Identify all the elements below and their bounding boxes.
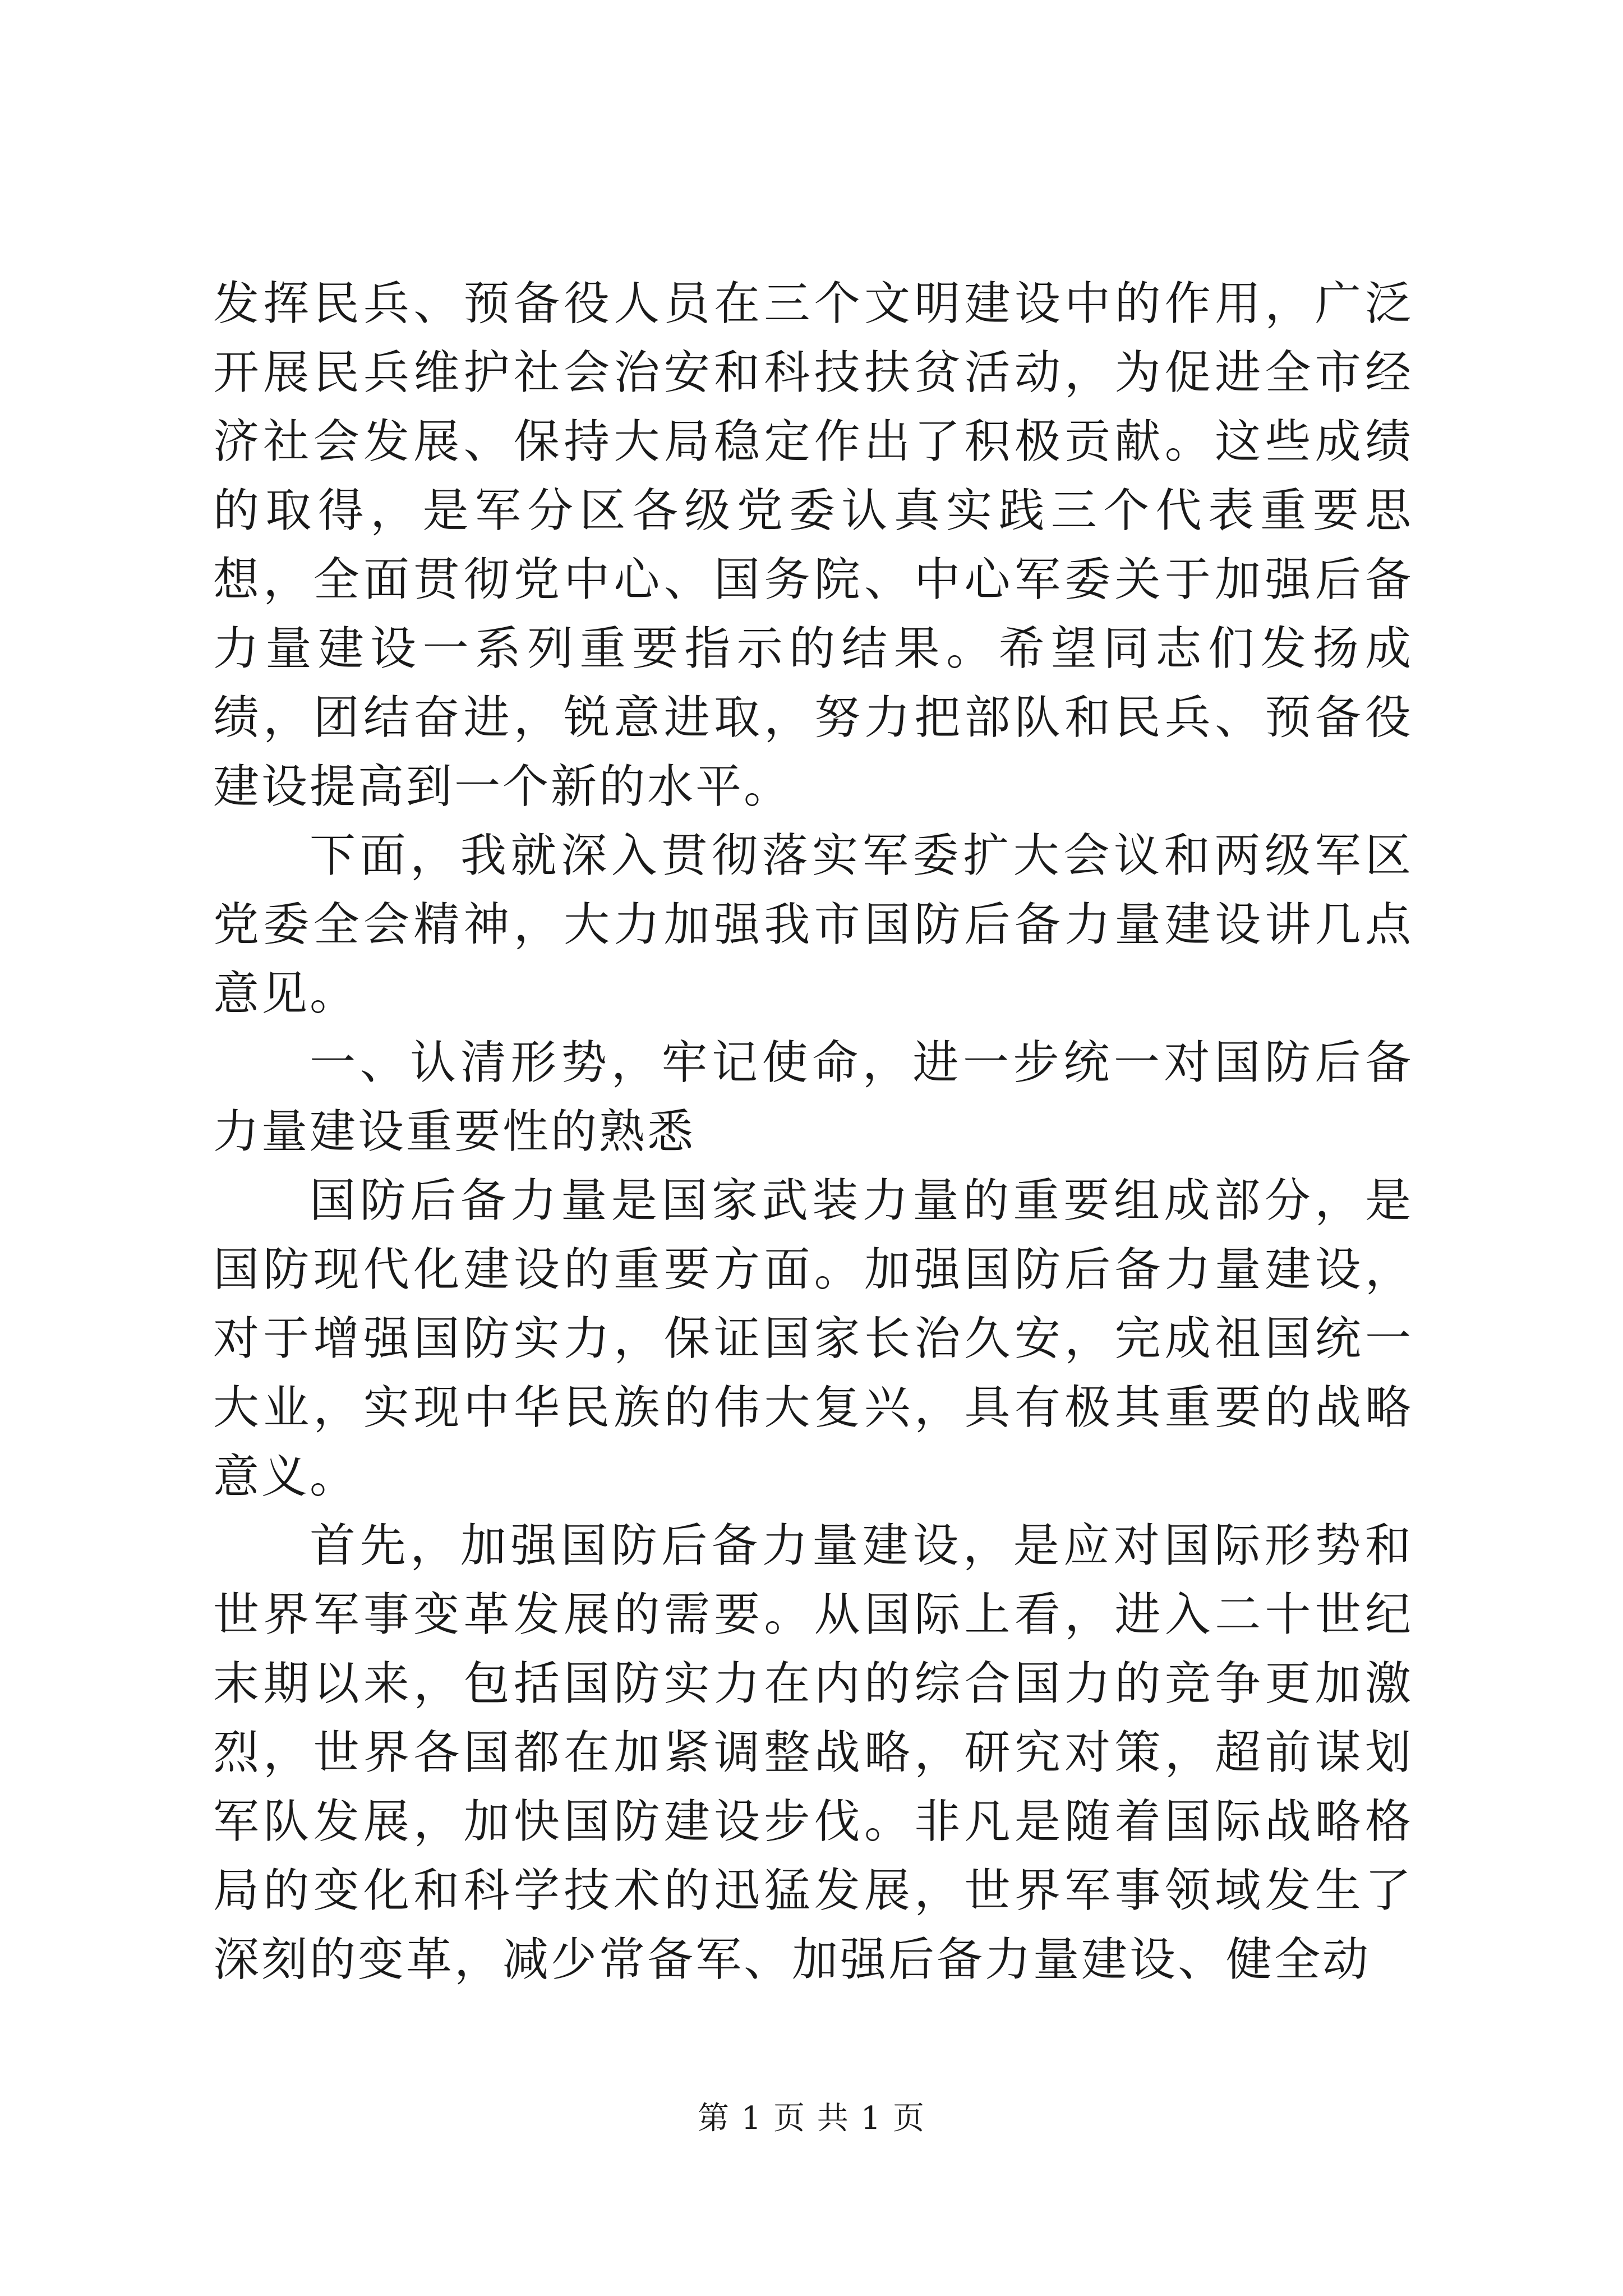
section-heading-1: 一、认清形势，牢记使命，进一步统一对国防后备力量建设重要性的熟悉 bbox=[213, 1036, 1413, 1158]
page-footer: 第 1 页 共 1 页 bbox=[697, 2100, 926, 2137]
document-body bbox=[213, 269, 1413, 1994]
paragraph-4: 首先，加强国防后备力量建设，是应对国际形势和世界军事变革发展的需要。从国际上看，进入二十世纪末期以来，包括国防实力在内的综合国力的竞争更加激烈，世界各国都在加紧调整战略，研究对策，超前谋划军队发展，加快国防建设步伐。非凡是随着国际战略格局的变化和科学技术的迅猛发展，世界军事领域发生了深刻的变革，减少常备军、加强后备力量建设、健全动 bbox=[213, 1519, 1413, 1986]
paragraph-3: 国防后备力量是国家武装力量的重要组成部分，是国防现代化建设的重要方面。加强国防后备力量建设，对于增强国防实力，保证国家长治久安，完成祖国统一大业，实现中华民族的伟大复兴，具有极其重要的战略意义。 bbox=[213, 1174, 1413, 1503]
paragraph-2: 下面，我就深入贯彻落实军委扩大会议和两级军区党委全会精神，大力加强我市国防后备力量建设讲几点意见。 bbox=[213, 829, 1413, 1020]
paragraph-1: 发挥民兵、预备役人员在三个文明建设中的作用，广泛开展民兵维护社会治安和科技扶贫活动，为促进全市经济社会发展、保持大局稳定作出了积极贡献。这些成绩的取得，是军分区各级党委认真实践三个代表重要思想，全面贯彻党中心、国务院、中心军委关于加强后备力量建设一系列重要指示的结果。希望同志们发扬成绩，团结奋进，锐意进取，努力把部队和民兵、预备役建设提高到一个新的水平。 bbox=[213, 277, 1413, 813]
